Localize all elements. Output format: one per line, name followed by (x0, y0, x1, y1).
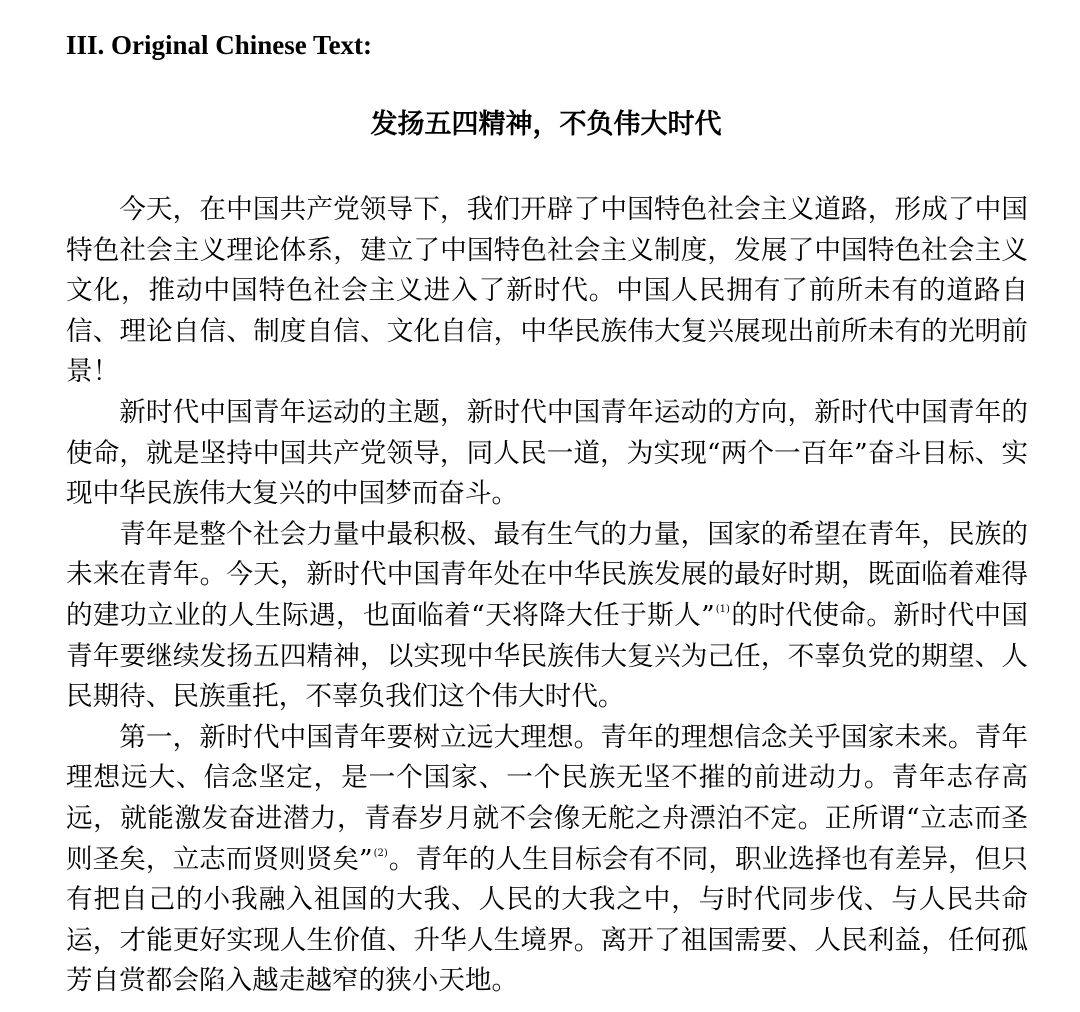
paragraph-3-text-before-note: 青年是整个社会力量中最积极、最有生气的力量，国家的希望在青年，民族的未来在青年。今天，新时代中国青年处在中华民族发展的最好时期，既面临着难得的建功立业的人生际遇，也面临着“天将降大任于斯人” (66, 518, 1028, 631)
section-heading: III. Original Chinese Text: (66, 30, 373, 60)
paragraph-2-text: 新时代中国青年运动的主题，新时代中国青年运动的方向，新时代中国青年的使命，就是坚持中国共产党领导，同人民一道，为实现“两个一百年”奋斗目标、实现中华民族伟大复兴的中国梦而奋斗。 (66, 396, 1028, 510)
paragraph-1-text: 今天，在中国共产党领导下，我们开辟了中国特色社会主义道路，形成了中国特色社会主义理论体系，建立了中国特色社会主义制度，发展了中国特色社会主义文化，推动中国特色社会主义进入了新时代。中国人民拥有了前所未有的道路自信、理论自信、制度自信、文化自信，中华民族伟大复兴展现出前所未有的光明前景！ (66, 194, 1028, 388)
paragraph-4-text-after-note: 。青年的人生目标会有不同，职业选择也有差异，但只有把自己的小我融入祖国的大我、人民的大我之中，与时代同步伐、与人民共命运，才能更好实现人生价值、升华人生境界。离开了祖国需要、人民利益，任何孤芳自赏都会陷入越走越窄的狭小天地。 (66, 843, 1028, 997)
paragraph-3-text-after-note: 的时代使命。新时代中国青年要继续发扬五四精神，以实现中华民族伟大复兴为己任，不辜负党的期望、人民期待、民族重托，不辜负我们这个伟大时代。 (66, 599, 1028, 713)
footnote-marker-1: (1) (715, 603, 730, 615)
paragraph-2 (66, 393, 1028, 515)
paragraph-4 (66, 718, 1028, 1002)
body-text (66, 190, 1028, 1002)
footnote-marker-2: (2) (373, 847, 388, 859)
document-title: 发扬五四精神，不负伟大时代 (370, 109, 722, 140)
paragraph-3 (66, 515, 1028, 718)
paragraph-1 (66, 190, 1028, 393)
paragraph-4-text-before-note: 第一，新时代中国青年要树立远大理想。青年的理想信念关乎国家未来。青年理想远大、信念坚定，是一个国家、一个民族无坚不摧的前进动力。青年志存高远，就能激发奋进潜力，青春岁月就不会像无舵之舟漂泊不定。正所谓“立志而圣则圣矣，立志而贤则贤矣” (66, 721, 1028, 875)
